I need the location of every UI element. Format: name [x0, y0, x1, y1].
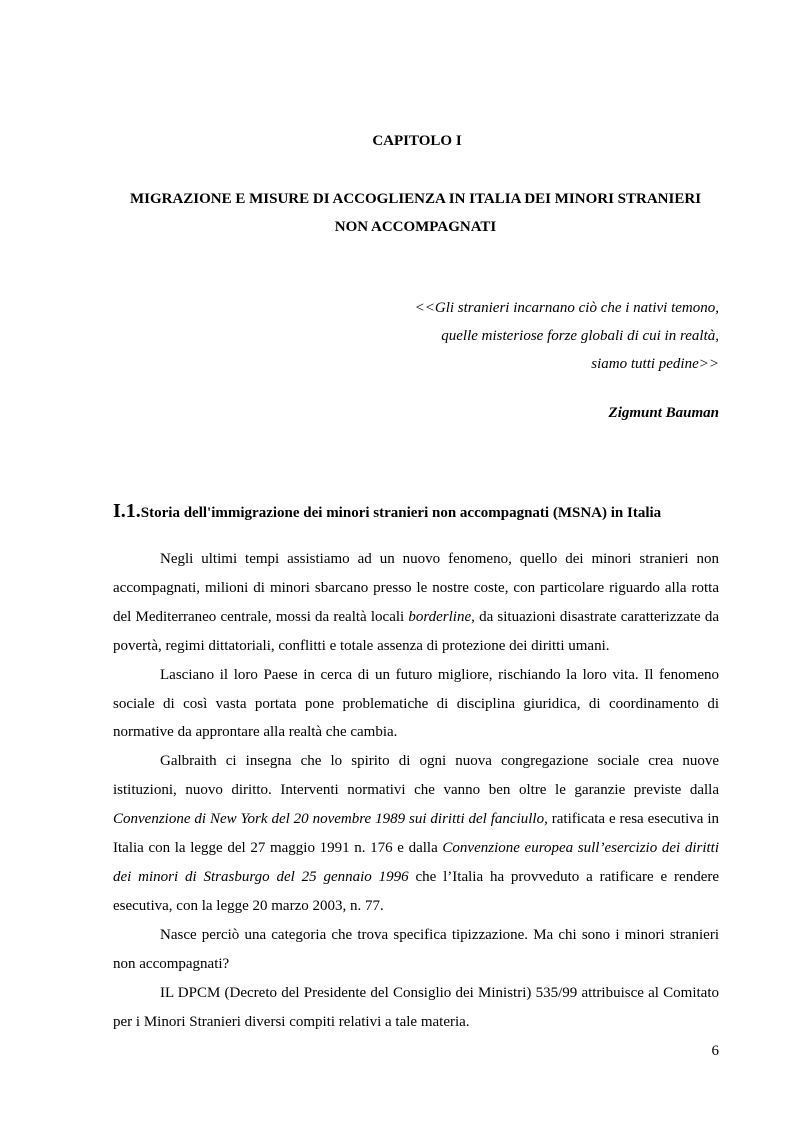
- text-run: , ratificata e resa esecutiva in Italia con la legge del 27 maggio 1991 n. 176 e dalla: [113, 811, 719, 857]
- paragraph-4: Nasce perciò una categoria che trova specifica tipizzazione. Ma chi sono i minori stranieri non accompagnati?: [113, 926, 719, 972]
- text-run: Galbraith ci insegna che lo spirito di ogni nuova congregazione sociale crea nuove istituzioni, nuovo diritto. Interventi normativi che vanno ben oltre le garanzie previste dalla: [113, 753, 719, 799]
- epigraph-line: quelle misteriose forze globali di cui in realtà,: [441, 328, 719, 344]
- epigraph-author: Zigmunt Bauman: [608, 405, 719, 421]
- paragraph-3: [113, 747, 719, 920]
- paragraph-5: IL DPCM (Decreto del Presidente del Consiglio dei Ministri) 535/99 attribuisce al Comitato per i Minori Stranieri diversi compiti relativi a tale materia.: [113, 984, 719, 1030]
- epigraph-quote: [300, 294, 719, 378]
- paragraph-2: Lasciano il loro Paese in cerca di un futuro migliore, rischiando la loro vita. Il fenomeno sociale di così vasta portata pone problematiche di disciplina giuridica, di coordinamento di normative da approntare alla realtà che cambia.: [113, 666, 719, 741]
- page-number: 6: [711, 1043, 719, 1059]
- section-title: Storia dell'immigrazione dei minori stranieri non accompagnati (MSNA) in Italia: [140, 505, 662, 521]
- epigraph-line: <<Gli stranieri incarnano ciò che i nativi temono,: [414, 300, 719, 316]
- convention-citation: Convenzione di New York del 20 novembre 1989 sui diritti del fanciullo: [113, 811, 545, 828]
- epigraph-line: siamo tutti pedine>>: [591, 356, 719, 372]
- text-run: , da situazioni disastrate caratterizzate da povertà, regimi dittatoriali, conflitti e totale assenza di protezione dei diritti umani.: [113, 608, 719, 654]
- chapter-title: MIGRAZIONE E MISURE DI ACCOGLIENZA IN ITALIA DEI MINORI STRANIERI NON ACCOMPAGNATI: [129, 191, 702, 235]
- chapter-label: CAPITOLO I: [372, 133, 462, 149]
- text-run: Negli ultimi tempi assistiamo ad un nuovo fenomeno, quello dei minori stranieri non accompagnati, milioni di minori sbarcano presso le nostre coste, con particolare riguardo alla rotta del Mediterraneo centrale, mossi da realtà locali: [113, 551, 719, 625]
- body-text: [113, 545, 719, 1036]
- section-number: I.1.: [113, 500, 141, 522]
- italic-term: borderline: [408, 608, 472, 625]
- convention-citation: Convenzione europea sull’esercizio dei diritti dei minori di Strasburgo del 25 gennaio 1996: [113, 840, 719, 885]
- paragraph-1: [113, 545, 719, 661]
- text-run: che l’Italia ha provveduto a ratificare e rendere esecutiva, con la legge 20 marzo 2003, n. 77.: [113, 868, 719, 914]
- section-heading: [113, 500, 733, 523]
